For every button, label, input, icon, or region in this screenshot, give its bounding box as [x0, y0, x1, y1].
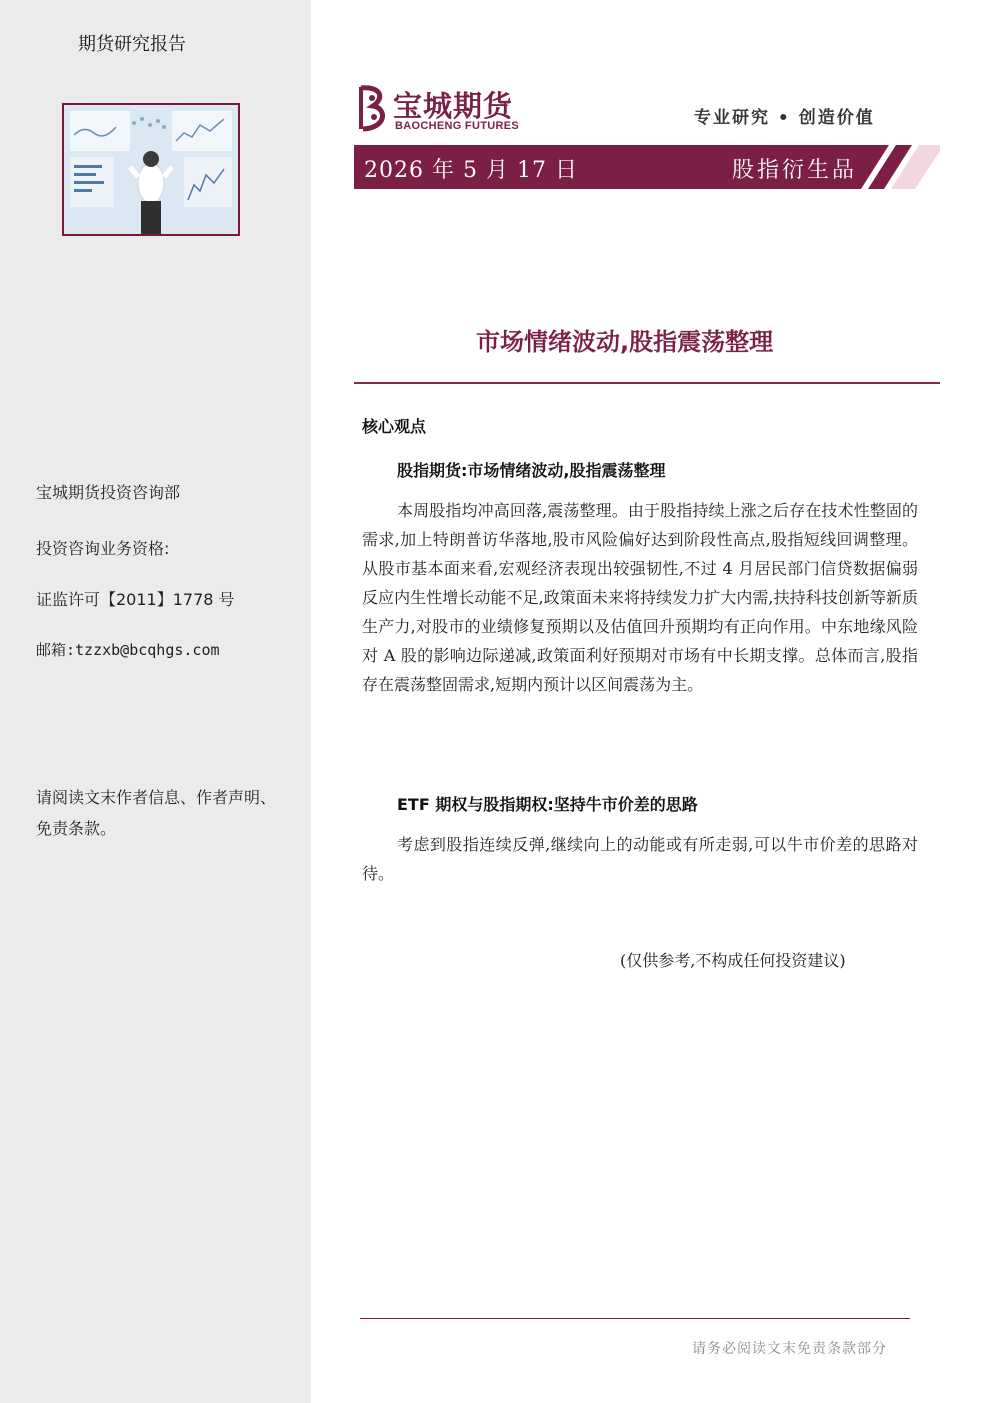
report-title: 市场情绪波动,股指震荡整理 [476, 328, 774, 356]
section-heading-index-futures: 股指期货:市场情绪波动,股指震荡整理 [397, 461, 666, 480]
company-logo [355, 84, 525, 136]
department-label: 宝城期货投资咨询部 [36, 483, 181, 502]
qualification-label: 投资咨询业务资格: [36, 539, 170, 558]
footer-divider [360, 1318, 910, 1319]
footer-notice: 请务必阅读文末免责条款部分 [692, 1341, 887, 1357]
analyst-screens-illustration [64, 105, 238, 234]
report-category: 股指衍生品 [732, 158, 858, 183]
section-body-index-futures: 本周股指均冲高回落,震荡整理。由于股指持续上涨之后存在技术性整固的需求,加上特朗普访华落地,股市风险偏好达到阶段性高点,股指短线回调整理。从股市基本面来看,宏观经济表现出较强韧性,不过 4 月居民部门信贷数据偏弱反应内生性增长动能不足,政策面未来将持续发力扩大内需,扶持科技创新等新质生产力,对股市的业绩修复预期以及估值回升预期均有正向作用。中东地缘风险对 A 股的影响边际递减,政策面利好预期对市场有中长期支撑。总体而言,股指存在震荡整固需求,短期内预计以区间震荡为主。 [362, 501, 918, 694]
sidebar [0, 0, 311, 1403]
section-body-options: 考虑到股指连续反弹,继续向上的动能或有所走弱,可以牛市价差的思路对待。 [362, 835, 918, 883]
cover-image [62, 103, 240, 236]
logo-chinese-name: 宝城期货 [393, 89, 514, 123]
section-heading-options: ETF 期权与股指期权:坚持牛市价差的思路 [397, 795, 698, 814]
baocheng-b-emblem-icon [355, 84, 389, 132]
investment-disclaimer-note: (仅供参考,不构成任何投资建议) [620, 951, 846, 970]
report-type-label: 期货研究报告 [78, 34, 186, 55]
license-number: 证监许可【2011】1778 号 [36, 590, 235, 609]
contact-email: 邮箱:tzzxb@bcqhgs.com [36, 641, 220, 659]
report-date: 2026 年 5 月 17 日 [364, 158, 578, 183]
title-divider [354, 382, 940, 384]
logo-english-name: BAOCHENG FUTURES [395, 120, 519, 132]
reading-notice: 请阅读文末作者信息、作者声明、免责条款。 [36, 788, 277, 838]
core-viewpoint-label: 核心观点 [362, 417, 427, 436]
company-slogan: 专业研究 • 创造价值 [694, 108, 875, 128]
